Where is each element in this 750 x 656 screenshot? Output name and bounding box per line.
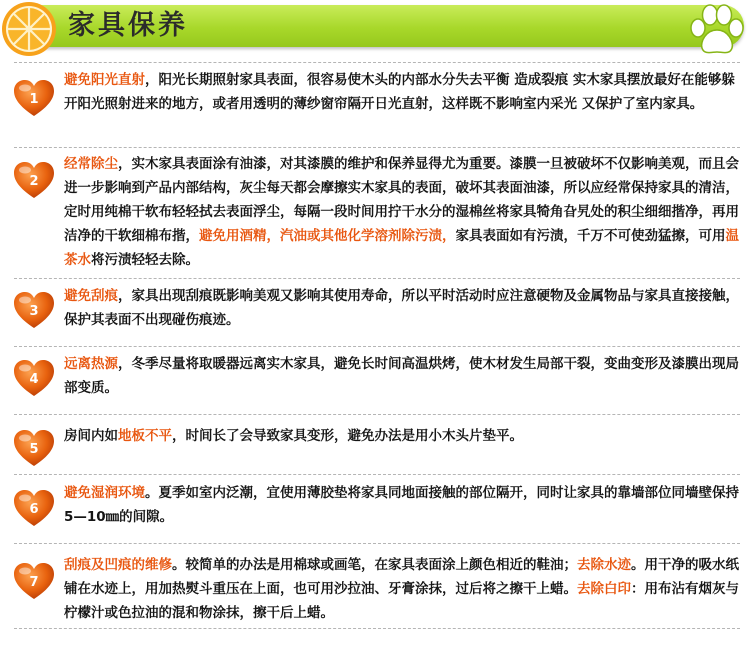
dashed-divider: [14, 278, 740, 279]
heart-shine: [19, 365, 31, 372]
heart-icon: [12, 358, 56, 398]
item-text: [64, 553, 740, 625]
body-text: ，实木家具表面涂有油漆，对其漆膜的维护和保养显得尤为重要。漆膜一旦被破坏不仅影响美观，而且会进一步影响到产品内部结构，灰尘每天都会摩擦实木家具的表面，破坏其表面油漆，所以应经常保持家具的清洁，定时用纯棉干软布轻轻拭去表面浮尘，每隔一段时间用拧干水分的湿棉丝将家具犄角旮旯处的积尘细细揩净，再用洁净的干软细棉布揩，: [64, 156, 739, 244]
highlight-text: 温茶水: [64, 228, 739, 268]
highlight-text: 刮痕及凹痕的维修: [64, 557, 172, 573]
heart-icon: [12, 160, 56, 200]
dashed-divider: [14, 414, 740, 415]
item-number: 6: [29, 502, 39, 517]
body-text: ，冬季尽量将取暖器远离实木家具，避免长时间高温烘烤，使木材发生局部干裂，变曲变形及漆膜出现局部变质。: [64, 356, 739, 396]
item-text: [64, 424, 740, 448]
body-text: ，时间长了会导致家具变形，避免办法是用小木头片垫平。: [172, 428, 523, 444]
item-text: [64, 352, 740, 400]
item-number: 3: [29, 304, 39, 319]
item-text: [64, 284, 740, 332]
highlight-text: 远离热源: [64, 356, 118, 372]
item-number: 4: [29, 372, 39, 387]
heart-icon: [12, 488, 56, 528]
body-text: ，家具出现刮痕既影响美观又影响其使用寿命，所以平时活动时应注意硬物及金属物品与家具直接接触，保护其表面不出现碰伤痕迹。: [64, 288, 739, 328]
dashed-divider: [14, 147, 740, 148]
body-text: 。夏季如室内泛潮，宜使用薄胶垫将家具同地面接触的部位隔开，同时让家具的靠墙部位同墙壁保持5—10㎜的间隙。: [64, 485, 739, 525]
heart-shine: [19, 85, 31, 92]
body-text: ，阳光长期照射家具表面，很容易使木头的内部水分失去平衡 造成裂痕 实木家具摆放最好在能够躲开阳光照射进来的地方，或者用透明的薄纱窗帘隔开日光直射，这样既不影响室内采光 又保护了室内家具。: [64, 72, 735, 112]
heart-shine: [19, 435, 31, 442]
item-number: 7: [29, 575, 39, 590]
heart-icon: [12, 290, 56, 330]
heart-shine: [19, 167, 31, 174]
highlight-text: 避免用酒精，汽油或其他化学溶剂除污渍，: [199, 228, 456, 244]
body-text: ：用布沾有烟灰与柠檬汁或色拉油的混和物涂抹，擦干后上蜡。: [64, 581, 739, 621]
dashed-divider: [14, 474, 740, 475]
highlight-text: 地板不平: [118, 428, 172, 444]
body-text: 。较简单的办法是用棉球或画笔，在家具表面涂上颜色相近的鞋油；: [172, 557, 577, 573]
dashed-divider: [14, 628, 740, 629]
body-text: 将污渍轻轻去除。: [91, 252, 199, 268]
heart-shine: [19, 495, 31, 502]
item-number: 5: [29, 442, 39, 457]
item-text: [64, 68, 740, 116]
highlight-text: 避免阳光直射: [64, 72, 145, 88]
highlight-text: 去除水迹: [577, 557, 631, 573]
highlight-text: 经常除尘: [64, 156, 118, 172]
item-text: [64, 481, 740, 529]
heart-shine: [19, 297, 31, 304]
item-text: [64, 152, 740, 272]
body-text: 房间内如: [64, 428, 118, 444]
dashed-divider: [14, 346, 740, 347]
heart-icon: [12, 561, 56, 601]
page-title: 家具保养: [68, 10, 188, 41]
dashed-divider: [14, 62, 740, 63]
highlight-text: 避免湿润环境: [64, 485, 145, 501]
orange-slice-icon: [0, 0, 58, 58]
dashed-divider: [14, 543, 740, 544]
page-header: [0, 0, 750, 62]
heart-icon: [12, 428, 56, 468]
heart-icon: [12, 78, 56, 118]
highlight-text: 去除白印: [577, 581, 631, 597]
item-number: 2: [29, 174, 39, 189]
body-text: 。用干净的吸水纸铺在水迹上，用加热熨斗重压在上面，也可用沙拉油、牙膏涂抹，过后将之擦干上蜡。: [64, 557, 739, 597]
body-text: 家具表面如有污渍，千万不可使劲猛擦，可用: [455, 228, 726, 244]
paw-print-icon: [684, 2, 748, 58]
heart-shine: [19, 568, 31, 575]
item-number: 1: [29, 92, 39, 107]
highlight-text: 避免刮痕: [64, 288, 118, 304]
